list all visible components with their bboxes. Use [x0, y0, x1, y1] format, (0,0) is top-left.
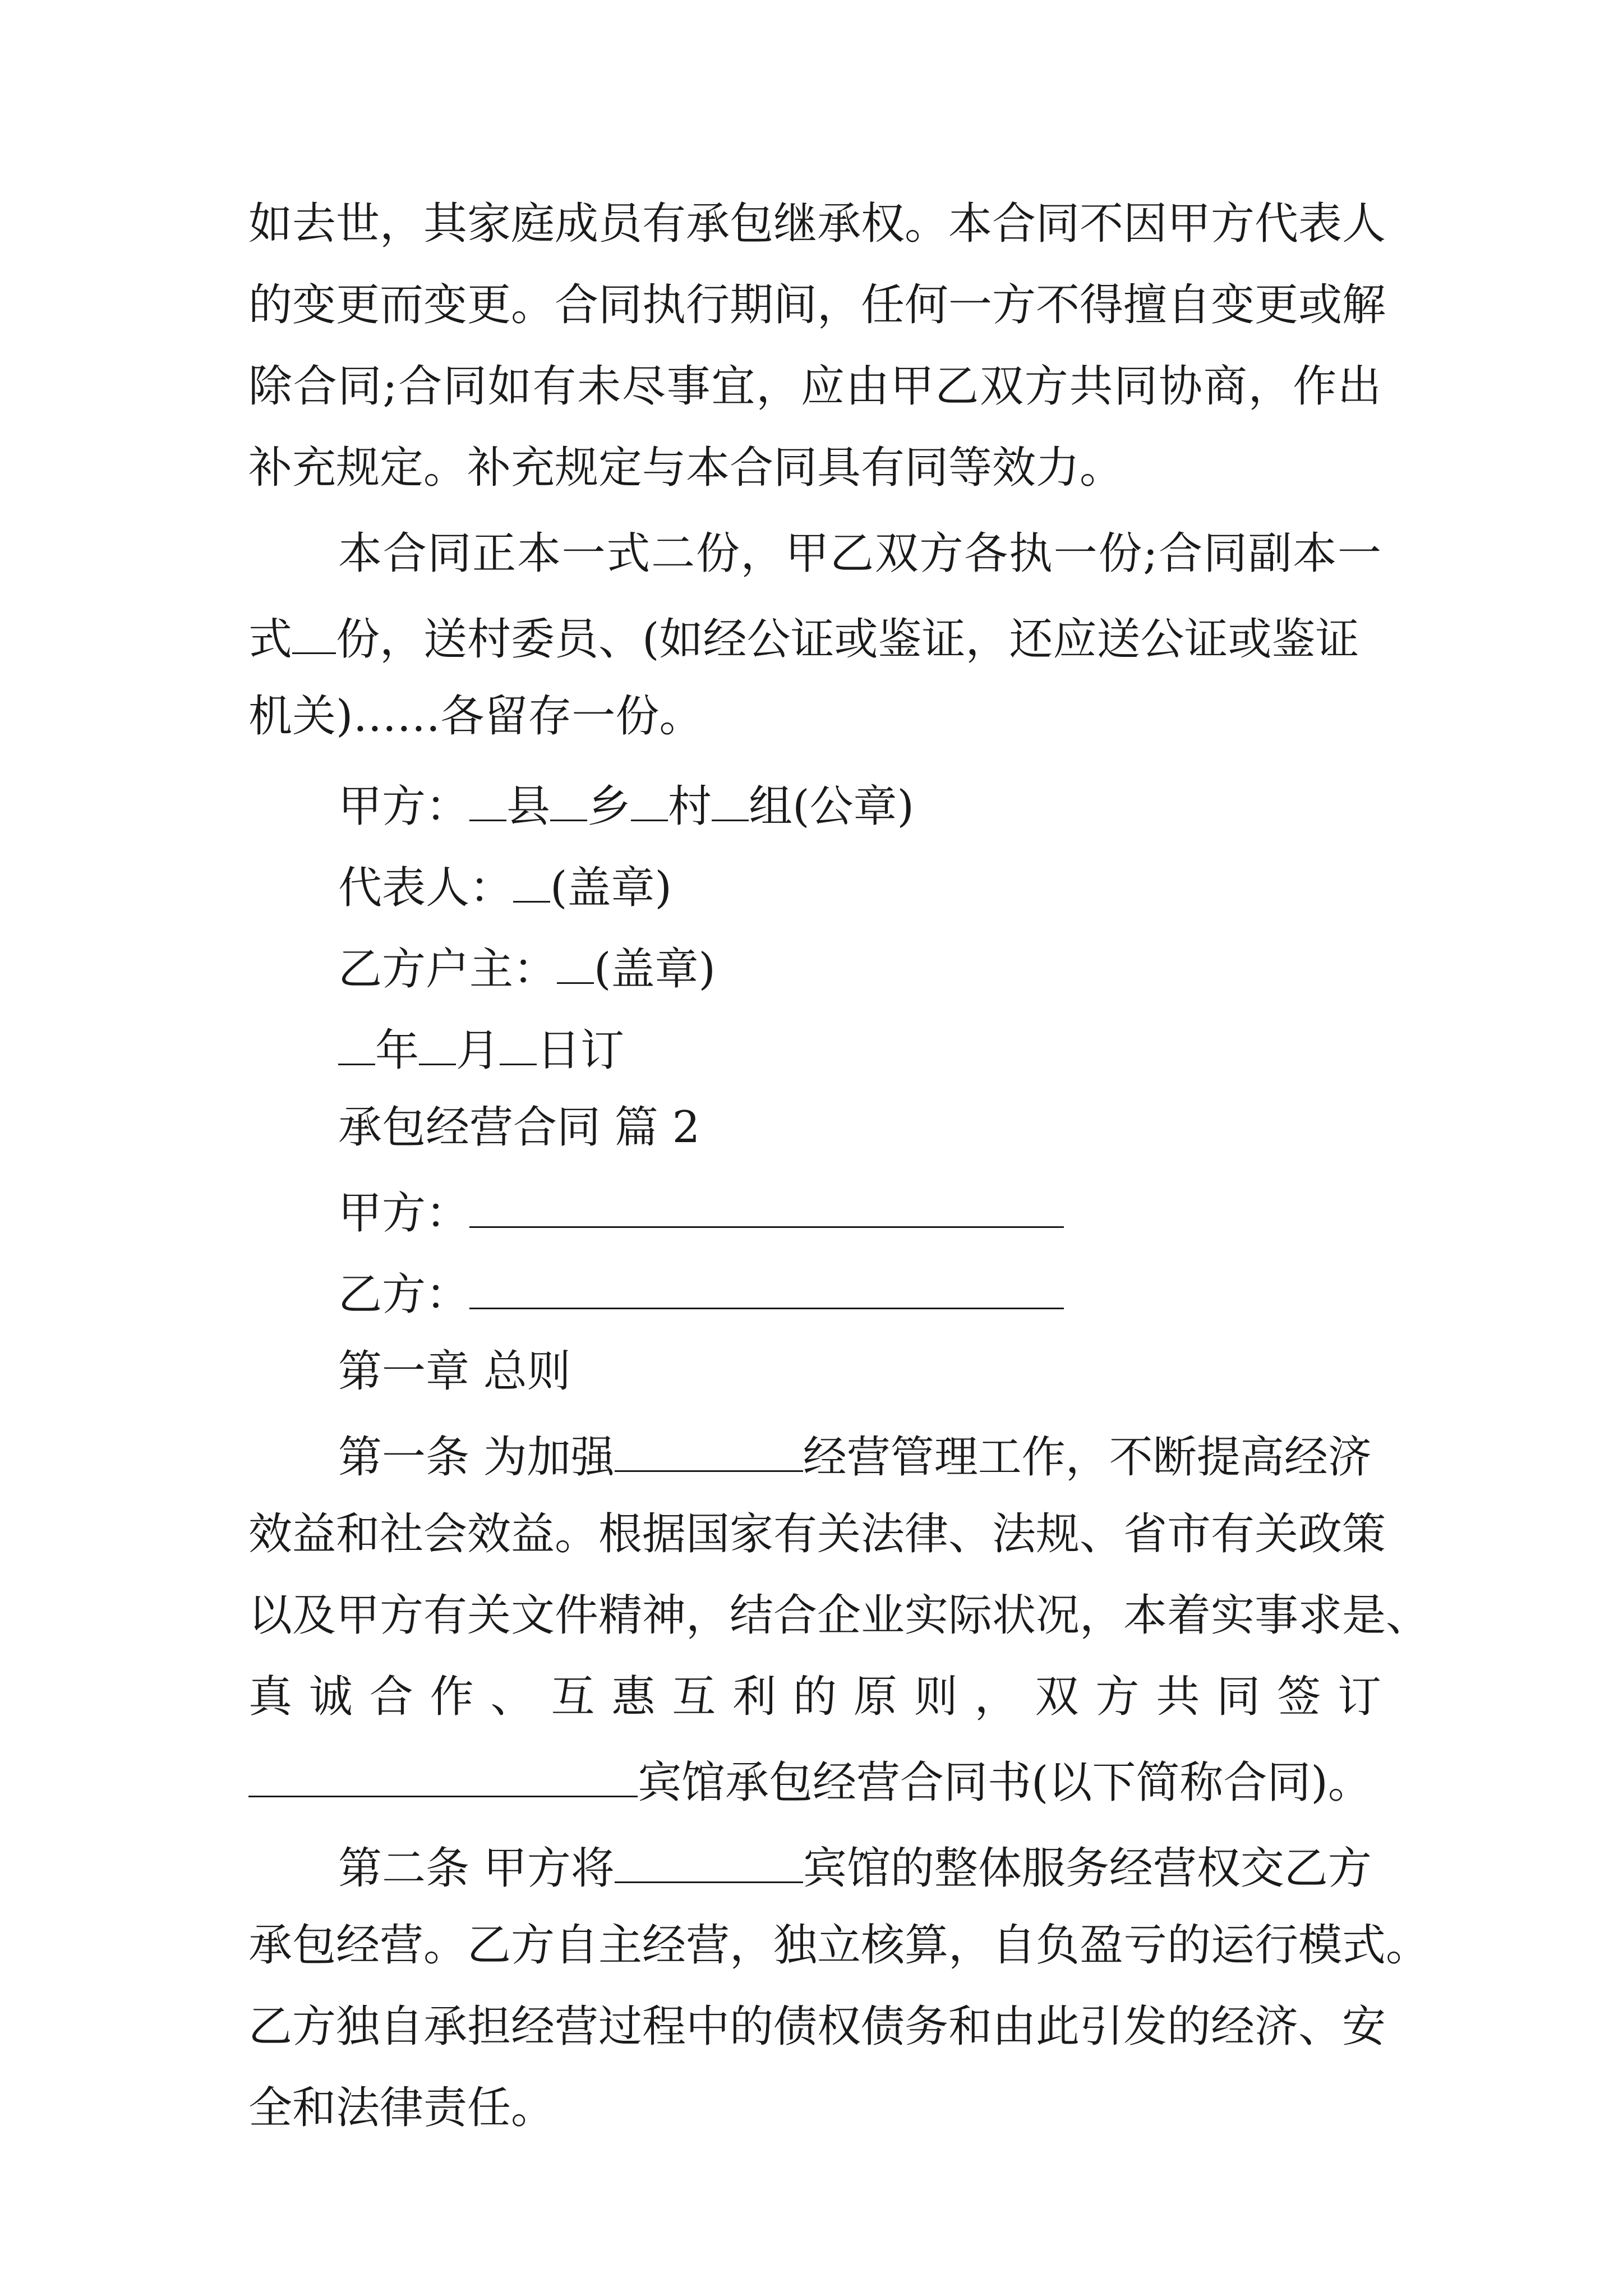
date-line [248, 1024, 1381, 1076]
chapter-heading: 第一章 总则 [338, 1346, 571, 1397]
representative-line [248, 862, 1381, 913]
day-text: 日订 [537, 1025, 625, 1076]
party-a-line [248, 1187, 1381, 1239]
blank-line [419, 1024, 456, 1065]
blank-line [550, 780, 587, 821]
blank-line [500, 1024, 537, 1065]
paragraph-line: 本合同正本一式二份，甲乙双方各执一份;合同副本一 [338, 528, 1381, 579]
text-segment: 宾馆的整体服务经营权交乙方 [803, 1843, 1372, 1894]
township-text: 乡 [587, 781, 631, 832]
article-2-line [248, 1842, 1381, 1894]
blank-line [469, 1268, 1064, 1309]
group-text: 组(公章) [749, 781, 914, 832]
text-segment: 经营管理工作，不断提高经济 [803, 1432, 1372, 1483]
blank-line [631, 780, 668, 821]
paragraph-line [248, 613, 1381, 665]
blank-line [513, 862, 550, 903]
blank-line [292, 613, 336, 654]
month-text: 月 [456, 1025, 500, 1076]
paragraph-line: 机关)……各留存一份。 [248, 691, 703, 742]
text-segment: 第一条 为加强 [338, 1432, 615, 1483]
article-1-line [248, 1431, 1381, 1483]
year-text: 年 [375, 1025, 419, 1076]
party-b-line [248, 1268, 1381, 1320]
blank-line [469, 1187, 1064, 1228]
party-a-label: 甲方： [338, 1188, 470, 1239]
party-a-label: 甲方： [338, 781, 470, 832]
paragraph-line: 效益和社会效益。根据国家有关法律、法规、省市有关政策 [248, 1509, 1386, 1559]
paragraph-line: 真诚合作、互惠互利的原则，双方共同签订 [248, 1672, 1381, 1722]
seal-text: (盖章) [550, 863, 672, 913]
text-segment: 份，送村委员、(如经公证或鉴证，还应送公证或鉴证 [336, 614, 1359, 665]
paragraph-line: 的变更而变更。合同执行期间，任何一方不得擅自变更或解 [248, 280, 1386, 330]
county-text: 县 [506, 781, 551, 832]
text-segment: 宾馆承包经营合同书(以下简称合同)。 [638, 1757, 1372, 1808]
paragraph-line: 如去世，其家庭成员有承包继承权。本合同不因甲方代表人 [248, 199, 1386, 249]
blank-line [338, 1024, 375, 1065]
article-1-last-line [248, 1756, 1381, 1808]
blank-line [615, 1842, 803, 1883]
document-page [248, 199, 1430, 2168]
paragraph-line: 以及甲方有关文件精神，结合企业实际状况，本着实事求是、 [248, 1590, 1430, 1641]
party-b-label: 乙方户主： [338, 944, 557, 995]
blank-line [712, 780, 749, 821]
paragraph-line: 除合同;合同如有未尽事宜，应由甲乙双方共同协商，作出 [248, 361, 1381, 412]
paragraph-line: 补充规定。补充规定与本合同具有同等效力。 [248, 443, 1124, 493]
section-title: 承包经营合同 篇 2 [338, 1102, 700, 1153]
representative-label: 代表人： [338, 863, 514, 913]
blank-line [469, 780, 506, 821]
paragraph-line: 全和法律责任。 [248, 2083, 555, 2133]
blank-line [557, 943, 594, 984]
text-segment: 第二条 甲方将 [338, 1843, 615, 1894]
blank-line [615, 1431, 803, 1472]
text-segment: 式 [248, 614, 293, 665]
party-b-label: 乙方： [338, 1269, 470, 1320]
seal-text: (盖章) [594, 944, 716, 995]
blank-line [248, 1756, 638, 1797]
party-a-signature-line [248, 780, 1381, 832]
party-b-signature-line [248, 943, 1381, 995]
village-text: 村 [668, 781, 712, 832]
paragraph-line: 承包经营。乙方自主经营，独立核算，自负盈亏的运行模式。 [248, 1920, 1430, 1971]
paragraph-line: 乙方独自承担经营过程中的债权债务和由此引发的经济、安 [248, 2001, 1386, 2052]
